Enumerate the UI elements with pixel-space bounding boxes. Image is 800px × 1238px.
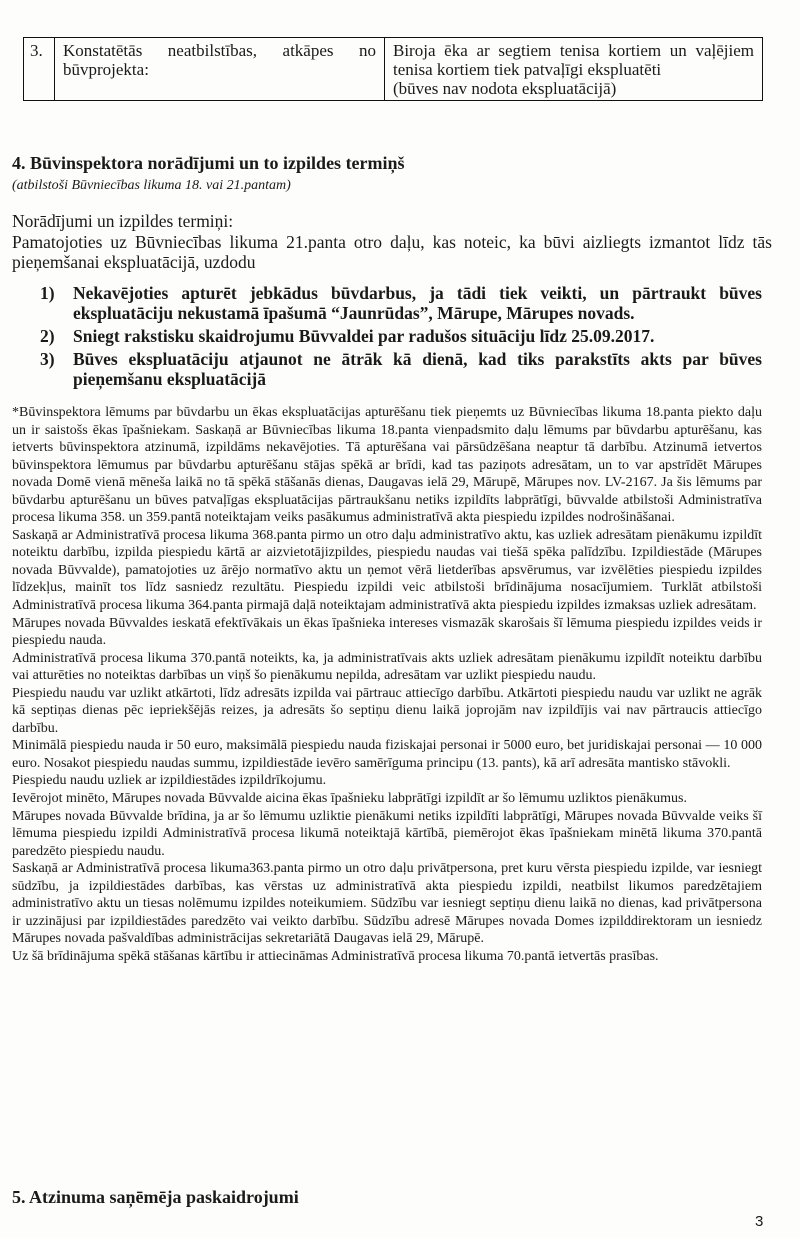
instructions-label: Norādījumi un izpildes termiņi:: [12, 211, 234, 231]
paragraph: Saskaņā ar Administratīvā procesa likuma 368.panta pirmo un otro daļu administratīvo aktu, kas uzliek adresātam pienākumu izpildīt noteiktu darbību, izpilda piespiedu kārtā ar aizvietotājizpildes, piespiedu naudas vai tiešā spēka palīdzību. Izpildiestāde (Mārupes novada Būvvalde), pamatojoties uz ārējo normatīvo aktu un ņemot vērā lietderības apsvērumus, var izvēlēties piespiedu izpildes līdzekļus, mainīt tos līdz sasniedz rezultātu. Piespiedu izpildi veic atbilstoši brīdinājuma nosacījumiem. Turklāt atbilstoši Administratīvā procesa likuma 364.panta pirmajā daļā noteiktajam administratīvā akta piespiedu izpildes izmaksas uzliek adresātam.: [12, 527, 762, 614]
section-4-title: 4. Būvinspektora norādījumi un to izpildes termiņš: [12, 153, 405, 173]
instructions-list: [40, 283, 762, 392]
page-number: 3: [755, 1213, 764, 1230]
list-item: [40, 283, 762, 323]
section-4-subtitle: (atbilstoši Būvniecības likuma 18. vai 21.pantam): [12, 178, 291, 193]
paragraph: Piespiedu naudu var uzlikt atkārtoti, līdz adresāts izpilda vai pārtrauc attiecīgo darbību. Atkārtoti piespiedu naudu var uzlikt ne agrāk kā septiņas dienas pēc iepriekšējās reizes, ja adresāts šo septiņu dienu laikā joprojām nav izpildījis vai nav pārtraucis attiecīgo darbību.: [12, 685, 762, 736]
item-text: Nekavējoties apturēt jebkādus būvdarbus, ja tādi tiek veikti, un pārtraukt būves ekspluatāciju nekustamā īpašumā “Jaunrūdas”, Mārupe, Mārupes novads.: [73, 283, 762, 323]
instructions-intro: Pamatojoties uz Būvniecības likuma 21.panta otro daļu, kas noteic, ka būvi aizliegts izmantot līdz tās pieņemšanai ekspluatācijā, uzdodu: [12, 232, 772, 272]
row-value-line: (būves nav nodota ekspluatācijā): [393, 79, 617, 98]
paragraph: Piespiedu naudu uzliek ar izpildiestādes izpildrīkojumu.: [12, 773, 327, 789]
paragraph: Mārupes novada Būvvalde brīdina, ja ar šo lēmumu uzliktie pienākumi netiks izpildīti labprātīgi, Mārupes novada Būvvalde veiks šī lēmuma piespiedu izpildi Administratīvā procesa likumā noteiktajā kārtībā, piemērojot ēkas īpašniekam minētā likuma 370.pantā paredzēto piespiedu naudu.: [12, 808, 762, 859]
item-text: Būves ekspluatāciju atjaunot ne ātrāk kā dienā, kad tiks parakstīts akts par būves pieņemšanu ekspluatācijā: [73, 349, 762, 389]
row-value: [385, 38, 763, 101]
findings-table: [23, 37, 763, 101]
table-row: [24, 38, 763, 101]
paragraph: Administratīvā procesa likuma 370.pantā noteikts, ka, ja administratīvais akts uzliek adresātam pienākumu izpildīt noteiktu darbību vai atturēties no noteiktas darbības un viņš šo pienākumu nepilda, adresātam var uzlikt piespiedu naudu.: [12, 650, 762, 684]
row-number: 3.: [24, 38, 55, 101]
paragraph: Minimālā piespiedu nauda ir 50 euro, maksimālā piespiedu nauda fiziskajai personai ir 5000 euro, bet juridiskajai personai — 10 000 euro. Nosakot piespiedu naudas summu, izpildiestāde ievēro samērīguma principu (13. pants), kā arī adresāta mantisko stāvokli.: [12, 738, 762, 771]
list-item: [40, 326, 762, 346]
row-value-line: Biroja ēka ar segtiem tenisa kortiem un vaļējiem tenisa kortiem tiek patvaļīgi ekspluatēti: [393, 41, 754, 79]
paragraph: Mārupes novada Būvvaldes ieskatā efektīvākais un ēkas īpašnieka intereses vismazāk skarošais šī lēmuma piespiedu izpildes veids ir piespiedu nauda.: [12, 615, 762, 649]
item-text: Sniegt rakstisku skaidrojumu Būvvaldei par radušos situāciju līdz 25.09.2017.: [73, 326, 655, 346]
paragraph: *Būvinspektora lēmums par būvdarbu un ēkas ekspluatācijas apturēšanu tiek pieņemts uz Būvniecības likuma 18.panta piekto daļu un ir saistošs ēkas īpašniekam. Saskaņā ar Būvniecības likuma 18.panta vienpadsmito daļu lēmums par būvdarbu apturēšanu, kas ietverts būvinspektora atzinumā, izpildāms nekavējoties. Tā apturēšana vai pārsūdzēšana neaptur tā darbību. Atzinumā ietvertos būvinspektora lēmumus par būvdarbu apturēšanu stājas spēkā ar brīdi, kad tas paziņots adresātam, un to var apstrīdēt Mārupes novada Domē vienā mēneša laikā no tā spēkā stāšanās dienas, Daugavas ielā 29, Mārupē, Mārupes nov. LV-2167. Ja šis lēmums par būvdarbu apturēšanu un būves patvaļīgas ekspluatācijas pārtraukšanu netiks izpildīts labprātīgi, būvvalde atbilstoši Administratīva procesa likuma 358. un 359.pantā noteiktajam veiks pasākumus administratīvā akta piespiedu izpildes nodrošināšanai.: [12, 405, 762, 526]
item-number: 2): [40, 326, 55, 346]
section-5-title: 5. Atzinuma saņēmēja paskaidrojumi: [12, 1187, 299, 1207]
paragraph: Uz šā brīdinājuma spēkā stāšanas kārtību ir attiecināmas Administratīvā procesa likuma 70.pantā ietvertās prasības.: [12, 948, 659, 964]
paragraph: Saskaņā ar Administratīvā procesa likuma363.panta pirmo un otro daļu privātpersona, pret kuru vērsta piespiedu izpilde, var iesniegt sūdzību, ja izpildiestādes darbības, kas vērstas uz administratīvā akta piespiedu izpildi, neatbilst likumos paredzētajiem administratīvo aktu un tiesas nolēmumu izpildes noteikumiem. Sūdzību var iesniegt septiņu dienu laikā no dienas, kad privātpersona ir uzzinājusi par izpildiestādes paredzēto vai veikto darbību. Sūdzību adresē Mārupes novada Domes izpilddirektoram un iesniedz Mārupes novada pašvaldības administrācijas sekretariātā Daugavas ielā 29, Mārupē.: [12, 861, 762, 947]
row-label: Konstatētās neatbilstības, atkāpes no būvprojekta:: [55, 38, 385, 101]
list-item: [40, 349, 762, 389]
legal-notes: [12, 404, 762, 966]
item-number: 1): [40, 283, 55, 303]
item-number: 3): [40, 349, 55, 369]
paragraph: Ievērojot minēto, Mārupes novada Būvvalde aicina ēkas īpašnieku labprātīgi izpildīt ar šo lēmumu uzliktos pienākumus.: [12, 791, 687, 807]
